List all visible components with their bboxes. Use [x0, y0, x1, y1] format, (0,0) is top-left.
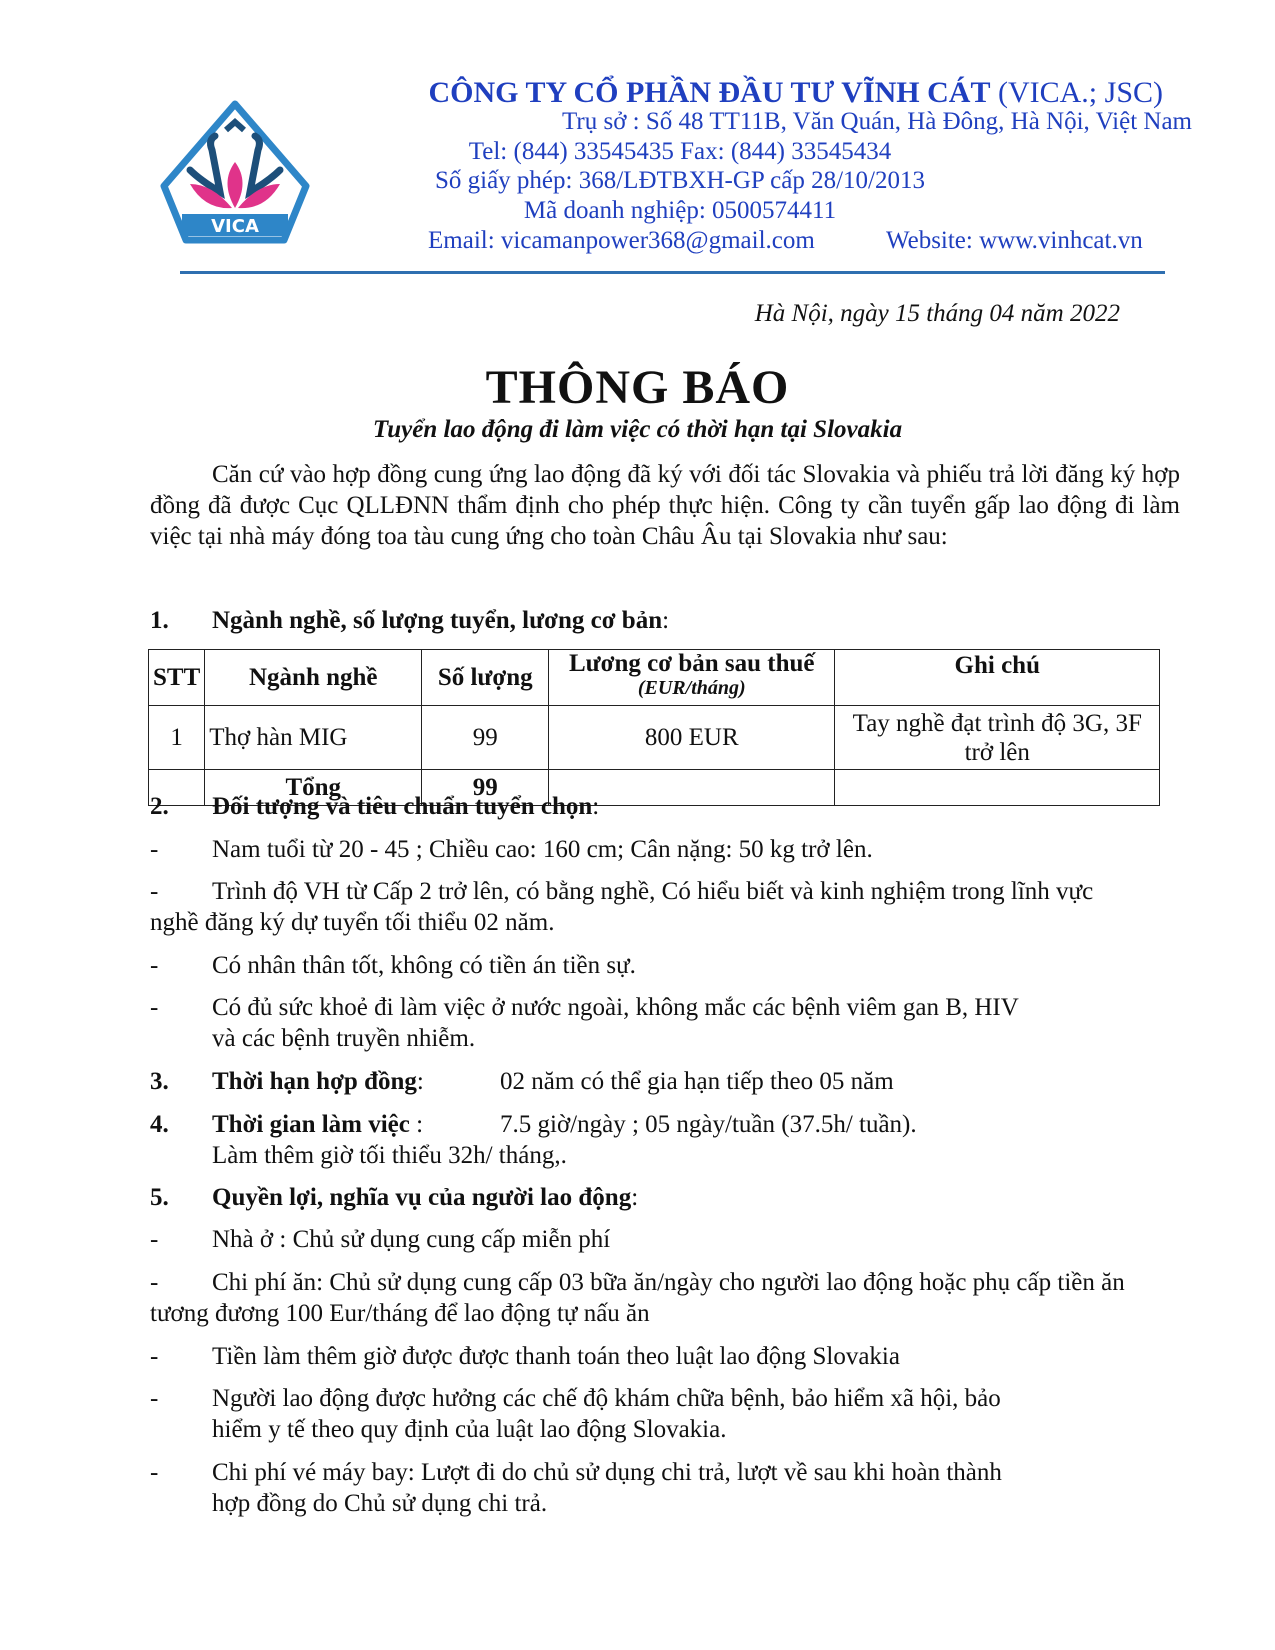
cell-stt: 1 [149, 706, 205, 770]
section-label: Ngành nghề, số lượng tuyển, lương cơ bản [212, 607, 663, 634]
section-colon: : [662, 607, 670, 634]
bullet-dash: - [150, 1385, 159, 1412]
section-label: Thời gian làm việc [212, 1111, 410, 1138]
header-salary [549, 650, 835, 706]
section-number: 4. [150, 1111, 169, 1138]
section-label: Đối tượng và tiêu chuẩn tuyển chọn [212, 793, 593, 820]
benefit-text: Chi phí vé máy bay: Lượt đi do chủ sử dụng chi trả, lượt về sau khi hoàn thành [212, 1459, 1002, 1486]
benefit-text-cont: hiểm y tế theo quy định của luật lao động Slovakia. [212, 1416, 727, 1443]
company-abbr: (VICA.; JSC) [997, 76, 1163, 109]
benefit-item [150, 1457, 1130, 1488]
bullet-dash: - [150, 836, 159, 863]
benefit-text-cont: hợp đồng do Chủ sử dụng chi trả. [212, 1490, 548, 1517]
logo-text: VICA [211, 216, 259, 237]
section-number: 1. [150, 607, 169, 634]
section-4-value: 7.5 giờ/ngày ; 05 ngày/tuần (37.5h/ tuần). [500, 1111, 917, 1138]
benefit-text: Người lao động được hưởng các chế độ khám chữa bệnh, bảo hiểm xã hội, bảo [212, 1385, 1001, 1412]
date-line: Hà Nội, ngày 15 tháng 04 năm 2022 [754, 300, 1120, 327]
cell-empty [835, 770, 1160, 806]
criteria-text: Nam tuổi từ 20 - 45 ; Chiều cao: 160 cm; Cân nặng: 50 kg trở lên. [212, 836, 873, 863]
company-license: Số giấy phép: 368/LĐTBXH-GP cấp 28/10/2013 [434, 167, 925, 194]
document-title: THÔNG BÁO [485, 361, 790, 414]
section-3-heading [150, 1066, 424, 1097]
header-divider [180, 271, 1165, 274]
table-row [149, 706, 1160, 770]
recruitment-table [148, 649, 1160, 806]
header-salary-label: Lương cơ bản sau thuế [568, 650, 815, 677]
document-subtitle: Tuyển lao động đi làm việc có thời hạn tại Slovakia [372, 416, 903, 443]
section-4-value-2: Làm thêm giờ tối thiểu 32h/ tháng,. [212, 1142, 567, 1169]
criteria-item [150, 876, 1130, 938]
company-business-code: Mã doanh nghiệp: 0500574411 [523, 197, 837, 224]
criteria-item [150, 834, 1130, 865]
benefit-item [150, 1267, 1130, 1329]
header-qty: Số lượng [422, 650, 549, 706]
criteria-text-cont: và các bệnh truyền nhiễm. [212, 1025, 476, 1052]
section-5-heading [150, 1182, 638, 1213]
company-email: Email: vicamanpower368@gmail.com [428, 227, 815, 254]
section-number: 3. [150, 1068, 169, 1095]
header-salary-unit: (EUR/tháng) [637, 677, 746, 699]
section-number: 2. [150, 793, 169, 820]
cell-job: Thợ hàn MIG [205, 706, 422, 770]
intro-paragraph: Căn cứ vào hợp đồng cung ứng lao động đã ký với đối tác Slovakia và phiếu trả lời đăng ký hợp đồng đã được Cục QLLĐNN thẩm định cho phép thực hiện. Công ty cần tuyển gấp lao động đi làm việc tại nhà máy đóng toa tàu cung ứng cho toàn Châu Âu tại Slovakia như sau: [150, 461, 1180, 550]
header-stt: STT [149, 650, 205, 706]
bullet-dash: - [150, 952, 159, 979]
company-name: CÔNG TY CỔ PHẦN ĐẦU TƯ VĨNH CÁT [428, 76, 991, 109]
benefit-text: Tiền làm thêm giờ được được thanh toán theo luật lao động Slovakia [212, 1343, 900, 1370]
header-note: Ghi chú [835, 650, 1160, 706]
header-job: Ngành nghề [205, 650, 422, 706]
benefit-text: Nhà ở : Chủ sử dụng cung cấp miễn phí [212, 1226, 611, 1253]
company-address: Trụ sở : Số 48 TT11B, Văn Quán, Hà Đông, Hà Nội, Việt Nam [562, 108, 1192, 135]
bullet-dash: - [150, 994, 159, 1021]
table-header-row [149, 650, 1160, 706]
cell-total-label: Tổng [205, 770, 422, 806]
section-4-heading [150, 1109, 423, 1140]
benefit-text: Chi phí ăn: Chủ sử dụng cung cấp 03 bữa ăn/ngày cho người lao động hoặc phụ cấp tiền ăn tương đương 100 Eur/tháng để lao động tự nấu ăn [150, 1269, 1125, 1327]
company-phone-fax: Tel: (844) 33545435 Fax: (844) 33545434 [468, 138, 892, 165]
cell-note: Tay nghề đạt trình độ 3G, 3F trở lên [835, 706, 1160, 770]
bullet-dash: - [150, 1226, 159, 1253]
cell-salary: 800 EUR [549, 706, 835, 770]
cell-qty: 99 [422, 706, 549, 770]
benefit-item [150, 1383, 1130, 1414]
company-name-line [330, 76, 1163, 110]
section-1-heading [150, 605, 669, 636]
section-2-heading [150, 791, 599, 822]
section-3-value: 02 năm có thể gia hạn tiếp theo 05 năm [500, 1068, 894, 1095]
bullet-dash: - [150, 1459, 159, 1486]
bullet-dash: - [150, 878, 159, 905]
criteria-item [150, 992, 1130, 1023]
criteria-text: Có nhân thân tốt, không có tiền án tiền sự. [212, 952, 636, 979]
section-colon: : [631, 1184, 639, 1211]
criteria-text: Có đủ sức khoẻ đi làm việc ở nước ngoài, không mắc các bệnh viêm gan B, HIV [212, 994, 1019, 1021]
bullet-dash: - [150, 1343, 159, 1370]
section-colon: : [416, 1068, 424, 1095]
section-colon: : [592, 793, 600, 820]
benefit-item [150, 1224, 1130, 1255]
company-website: Website: www.vinhcat.vn [886, 227, 1143, 254]
criteria-text: Trình độ VH từ Cấp 2 trở lên, có bằng nghề, Có hiểu biết và kinh nghiệm trong lĩnh vực nghề đăng ký dự tuyển tối thiểu 02 năm. [150, 878, 1094, 936]
section-colon: : [409, 1111, 424, 1138]
benefit-item [150, 1341, 1130, 1372]
section-label: Quyền lợi, nghĩa vụ của người lao động [212, 1184, 632, 1211]
bullet-dash: - [150, 1269, 159, 1296]
section-label: Thời hạn hợp đồng [212, 1068, 417, 1095]
cell-total-qty: 99 [422, 770, 549, 806]
criteria-item [150, 950, 1130, 981]
section-number: 5. [150, 1184, 169, 1211]
company-logo [160, 100, 310, 260]
